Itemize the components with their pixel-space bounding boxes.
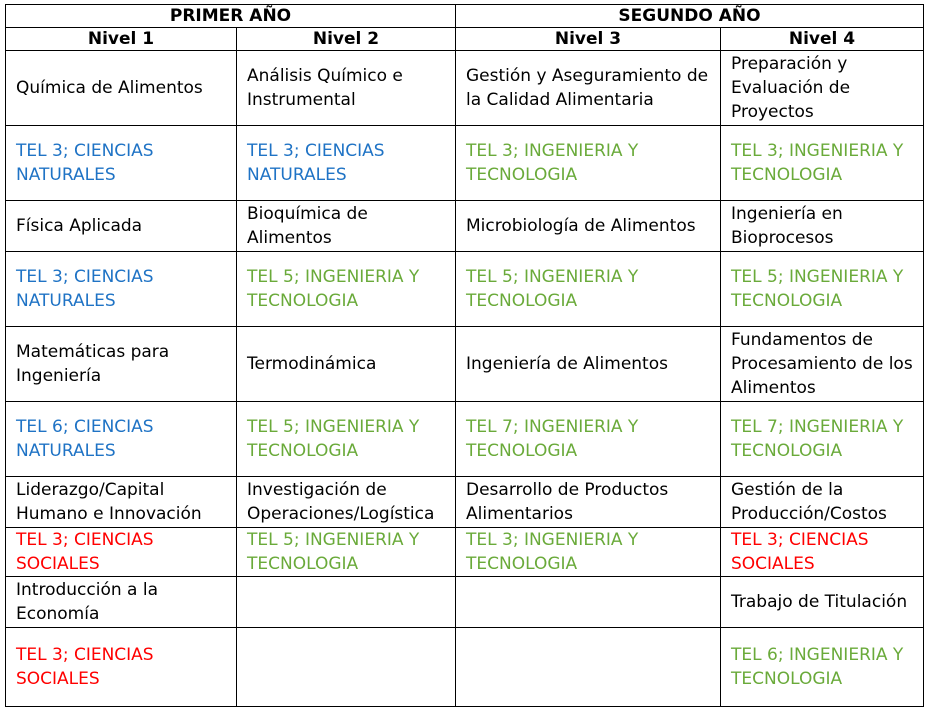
tel-cell: TEL 6; INGENIERIA Y TECNOLOGIA <box>721 628 924 707</box>
year-header-row <box>6 5 924 28</box>
tel-cell: TEL 3; CIENCIAS SOCIALES <box>6 528 237 577</box>
tel-cell: TEL 5; INGENIERIA Y TECNOLOGIA <box>237 402 456 477</box>
level-header-row <box>6 28 924 51</box>
tel-cell: TEL 7; INGENIERIA Y TECNOLOGIA <box>456 402 721 477</box>
tel-cell: TEL 3; INGENIERIA Y TECNOLOGIA <box>456 126 721 201</box>
tel-cell <box>456 628 721 707</box>
tel-cell: TEL 5; INGENIERIA Y TECNOLOGIA <box>721 252 924 327</box>
year-1-header: PRIMER AÑO <box>6 5 456 28</box>
subject-cell: Gestión y Aseguramiento de la Calidad Alimentaria <box>456 51 721 126</box>
tel-cell <box>237 628 456 707</box>
tel-cell: TEL 3; CIENCIAS SOCIALES <box>721 528 924 577</box>
tel-cell: TEL 3; INGENIERIA Y TECNOLOGIA <box>456 528 721 577</box>
subject-cell: Matemáticas para Ingeniería <box>6 327 237 402</box>
subject-cell: Ingeniería de Alimentos <box>456 327 721 402</box>
tel-cell: TEL 7; INGENIERIA Y TECNOLOGIA <box>721 402 924 477</box>
subject-cell: Desarrollo de Productos Alimentarios <box>456 477 721 528</box>
tel-cell: TEL 3; CIENCIAS NATURALES <box>6 252 237 327</box>
subject-cell: Física Aplicada <box>6 201 237 252</box>
subject-row-4 <box>6 477 924 528</box>
subject-cell: Microbiología de Alimentos <box>456 201 721 252</box>
subject-cell <box>456 577 721 628</box>
tel-cell: TEL 6; CIENCIAS NATURALES <box>6 402 237 477</box>
level-3-header: Nivel 3 <box>456 28 721 51</box>
tel-cell: TEL 3; CIENCIAS NATURALES <box>6 126 237 201</box>
level-2-header: Nivel 2 <box>237 28 456 51</box>
subject-row-2 <box>6 201 924 252</box>
tel-cell: TEL 5; INGENIERIA Y TECNOLOGIA <box>237 528 456 577</box>
tel-cell: TEL 5; INGENIERIA Y TECNOLOGIA <box>456 252 721 327</box>
tel-cell: TEL 3; INGENIERIA Y TECNOLOGIA <box>721 126 924 201</box>
subject-cell <box>237 577 456 628</box>
tel-cell: TEL 3; CIENCIAS SOCIALES <box>6 628 237 707</box>
level-1-header: Nivel 1 <box>6 28 237 51</box>
subject-cell: Análisis Químico e Instrumental <box>237 51 456 126</box>
tel-row-3 <box>6 402 924 477</box>
subject-cell: Trabajo de Titulación <box>721 577 924 628</box>
subject-cell: Ingeniería en Bioprocesos <box>721 201 924 252</box>
subject-cell: Introducción a la Economía <box>6 577 237 628</box>
subject-cell: Liderazgo/Capital Humano e Innovación <box>6 477 237 528</box>
subject-cell: Investigación de Operaciones/Logística <box>237 477 456 528</box>
tel-cell: TEL 3; CIENCIAS NATURALES <box>237 126 456 201</box>
subject-row-5 <box>6 577 924 628</box>
subject-cell: Fundamentos de Procesamiento de los Alimentos <box>721 327 924 402</box>
subject-cell: Gestión de la Producción/Costos <box>721 477 924 528</box>
subject-cell: Termodinámica <box>237 327 456 402</box>
tel-row-5 <box>6 628 924 707</box>
tel-row-4 <box>6 528 924 577</box>
year-2-header: SEGUNDO AÑO <box>456 5 924 28</box>
subject-row-1 <box>6 51 924 126</box>
tel-row-2 <box>6 252 924 327</box>
subject-row-3 <box>6 327 924 402</box>
tel-row-1 <box>6 126 924 201</box>
curriculum-table <box>5 4 924 707</box>
subject-cell: Bioquímica de Alimentos <box>237 201 456 252</box>
subject-cell: Química de Alimentos <box>6 51 237 126</box>
subject-cell: Preparación y Evaluación de Proyectos <box>721 51 924 126</box>
level-4-header: Nivel 4 <box>721 28 924 51</box>
tel-cell: TEL 5; INGENIERIA Y TECNOLOGIA <box>237 252 456 327</box>
